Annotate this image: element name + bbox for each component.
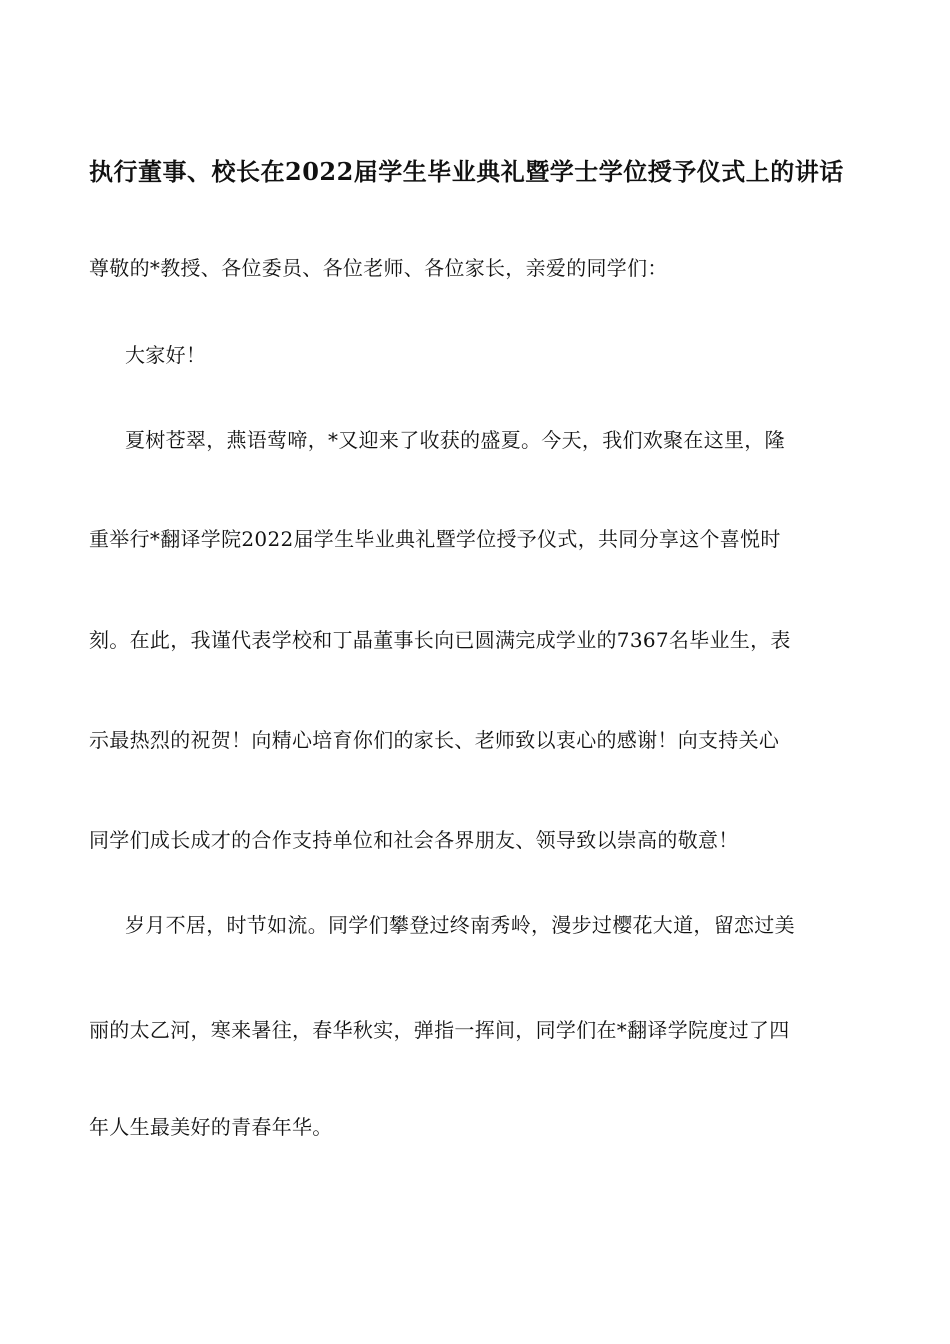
document-title: 执行董事、校长在2022届学生毕业典礼暨学士学位授予仪式上的讲话: [89, 157, 844, 186]
paragraph1-line: 示最热烈的祝贺！向精心培育你们的家长、老师致以衷心的感谢！向支持关心: [89, 728, 780, 752]
paragraph1-line: 重举行*翻译学院2022届学生毕业典礼暨学位授予仪式，共同分享这个喜悦时: [89, 527, 781, 551]
paragraph1-line: 夏树苍翠，燕语莺啼，*又迎来了收获的盛夏。今天，我们欢聚在这里，隆: [125, 428, 785, 452]
paragraph2-line: 岁月不居，时节如流。同学们攀登过终南秀岭，漫步过樱花大道，留恋过美: [125, 913, 795, 937]
greeting-text: 大家好！: [125, 343, 207, 367]
paragraph1-line: 刻。在此，我谨代表学校和丁晶董事长向已圆满完成学业的7367名毕业生，表: [89, 628, 791, 652]
paragraph2-line: 丽的太乙河，寒来暑往，春华秋实，弹指一挥间，同学们在*翻译学院度过了四: [89, 1018, 790, 1042]
paragraph1-line: 同学们成长成才的合作支持单位和社会各界朋友、领导致以崇高的敬意！: [89, 828, 739, 852]
paragraph2-line: 年人生最美好的青春年华。: [89, 1115, 333, 1139]
salutation-text: 尊敬的*教授、各位委员、各位老师、各位家长，亲爱的同学们：: [89, 256, 668, 280]
